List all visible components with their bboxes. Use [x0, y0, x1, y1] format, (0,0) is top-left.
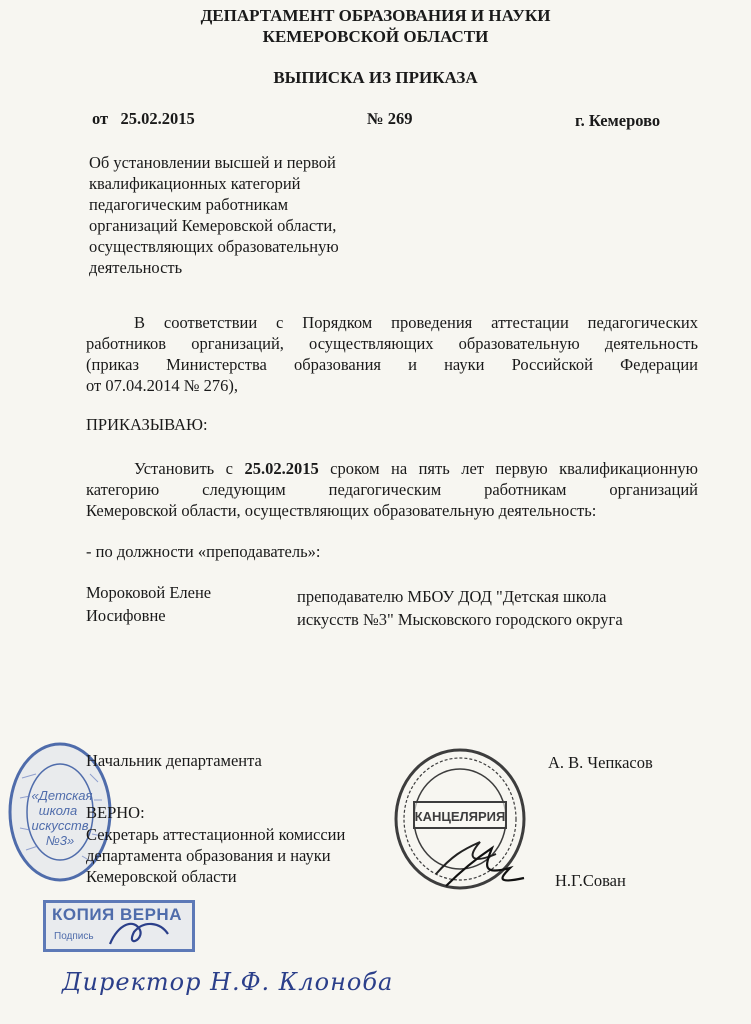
org-name-line1: ДЕПАРТАМЕНТ ОБРАЗОВАНИЯ И НАУКИ [200, 6, 551, 25]
subject-line: педагогическим работникам [89, 195, 289, 214]
secretary-title-line: департамента образования и науки [86, 846, 331, 865]
stamp-text-line: искусств [31, 818, 89, 833]
order-date: 25.02.2015 [120, 109, 195, 128]
person-name [86, 582, 211, 626]
stamp-text-line: школа [38, 803, 78, 818]
secretary-signature [440, 838, 530, 894]
person-post-line: искусств №3" Мысковского городского округа [297, 610, 623, 629]
secretary-name: Н.Г.Сован [555, 871, 626, 890]
stamp-text-line: «Детская [31, 788, 93, 803]
copy-signature [104, 914, 176, 954]
order-text-start: Установить с [134, 459, 245, 478]
subject-line: деятельность [89, 258, 183, 277]
head-name: А. В. Чепкасов [548, 753, 653, 772]
person-name-line: Мороковой Елене [86, 583, 212, 602]
head-title: Начальник департамента [86, 751, 262, 770]
verified-label: ВЕРНО: [86, 803, 145, 822]
order-text-rest: сроком на пять лет первую квалификационную [318, 459, 698, 478]
subject-line: осуществляющих образовательную [89, 237, 339, 256]
person-post [297, 586, 623, 630]
person-post-line: преподавателю МБОУ ДОД "Детская школа [297, 587, 607, 606]
person-name-line: Иосифовне [86, 606, 166, 625]
subject-line: организаций Кемеровской области, [89, 216, 337, 235]
office-stamp-label: КАНЦЕЛЯРИЯ [414, 809, 506, 824]
subject-line: квалификационных категорий [89, 174, 301, 193]
org-name-line2: КЕМЕРОВСКОЙ ОБЛАСТИ [262, 27, 489, 46]
order-effective-date: 25.02.2015 [244, 459, 319, 478]
order-paragraph [86, 458, 698, 521]
preamble-line: В соответствии с Порядком проведения аттестации педагогических [134, 313, 698, 332]
order-date-line [92, 108, 195, 129]
order-city: г. Кемерово [575, 111, 661, 130]
secretary-title [86, 824, 345, 887]
order-line: категорию следующим педагогическим работникам организаций [86, 480, 698, 499]
director-handwritten-note: Директор Н.Ф. Клоноба [62, 968, 394, 996]
order-subject [89, 152, 399, 278]
copy-stamp-title: КОПИЯ ВЕРНА [52, 905, 182, 924]
document-type: ВЫПИСКА ИЗ ПРИКАЗА [273, 68, 478, 87]
preamble-line: от 07.04.2014 № 276), [86, 376, 238, 395]
subject-line: Об установлении высшей и первой [89, 153, 336, 172]
order-word: ПРИКАЗЫВАЮ: [86, 415, 208, 434]
copy-stamp-sign-label: Подпись [54, 931, 94, 942]
secretary-title-line: Кемеровской области [86, 867, 237, 886]
preamble-line: (приказ Министерства образования и науки Российской Федерации [86, 355, 698, 374]
order-number: № 269 [367, 109, 413, 128]
position-line: - по должности «преподаватель»: [86, 542, 321, 561]
secretary-title-line: Секретарь аттестационной комиссии [86, 825, 346, 844]
order-line [86, 458, 698, 479]
preamble-line: работников организаций, осуществляющих образовательную деятельность [86, 334, 698, 353]
date-prefix: от [92, 109, 109, 128]
preamble-paragraph [86, 312, 698, 396]
order-line: Кемеровской области, осуществляющих образовательную деятельность: [86, 501, 597, 520]
stamp-text-line: №3» [45, 833, 75, 848]
